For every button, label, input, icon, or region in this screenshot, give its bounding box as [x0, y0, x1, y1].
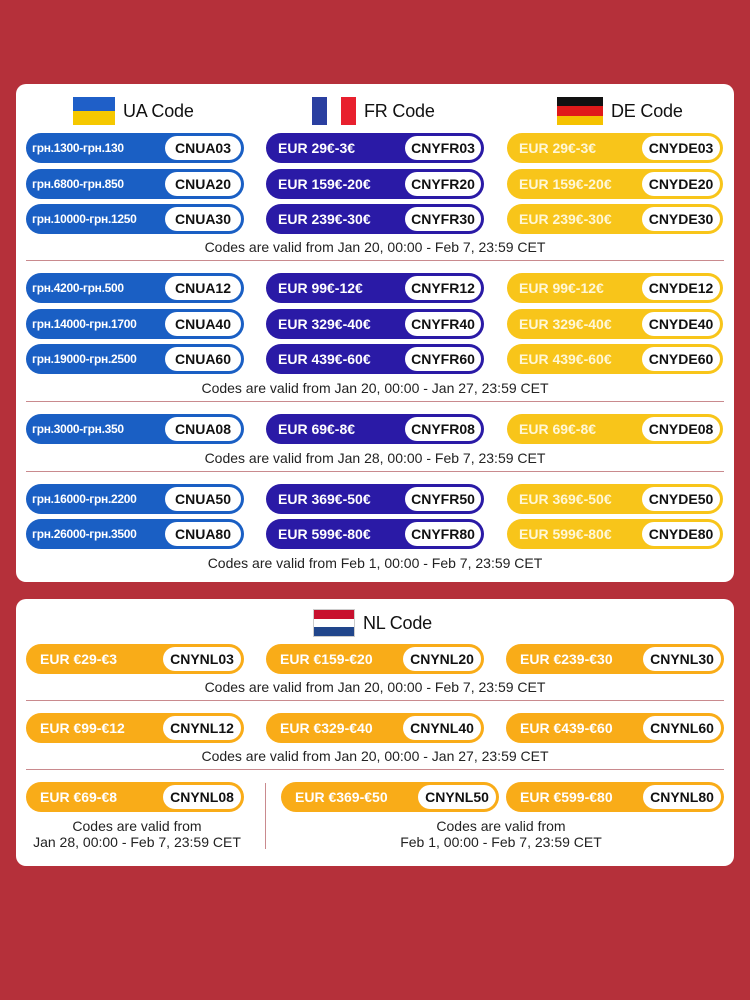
coupon-amount: грн.14000-грн.1700: [32, 317, 137, 331]
validity-note: Codes are valid from Jan 28, 00:00 - Feb 7, 23:59 CET: [204, 450, 546, 466]
nl-header: [313, 606, 432, 640]
coupon-amount: EUR 99€-12€: [519, 280, 604, 296]
coupon-pill-de[interactable]: [507, 414, 723, 444]
section-divider: [26, 401, 724, 402]
coupon-pill-fr[interactable]: [266, 169, 484, 199]
validity-note: Codes are valid from Jan 20, 00:00 - Jan 27, 23:59 CET: [201, 380, 549, 396]
coupon-pill-ua[interactable]: [26, 273, 244, 303]
coupon-pill-de[interactable]: [507, 519, 723, 549]
coupon-pill-nl[interactable]: [26, 782, 244, 812]
coupon-amount: EUR 69€-8€: [519, 421, 597, 437]
section-divider: [26, 769, 724, 770]
netherlands-flag-icon: [313, 609, 355, 637]
fr-header-label: FR Code: [364, 100, 435, 121]
germany-flag-icon: [557, 97, 603, 125]
coupon-pill-de[interactable]: [507, 484, 723, 514]
coupon-pill-ua[interactable]: [26, 204, 244, 234]
country-headers: [16, 94, 734, 128]
coupon-amount: грн.19000-грн.2500: [32, 352, 137, 366]
coupon-pill-fr[interactable]: [266, 484, 484, 514]
coupon-pill-de[interactable]: [507, 273, 723, 303]
coupon-amount: EUR 239€-30€: [278, 211, 371, 227]
coupon-amount: EUR 599€-80€: [278, 526, 371, 542]
coupon-amount: EUR €369-€50: [295, 789, 388, 805]
coupon-pill-fr[interactable]: [266, 344, 484, 374]
nl-header-label: NL Code: [363, 612, 432, 633]
validity-note-line: Feb 1, 00:00 - Feb 7, 23:59 CET: [400, 834, 602, 850]
vertical-divider: [265, 783, 266, 849]
coupon-code[interactable]: CNYNL80: [643, 785, 721, 809]
coupon-code[interactable]: CNYDE50: [642, 487, 720, 511]
coupon-code[interactable]: CNYFR08: [405, 417, 481, 441]
coupon-pill-fr[interactable]: [266, 309, 484, 339]
coupon-pill-fr[interactable]: [266, 204, 484, 234]
coupon-pill-de[interactable]: [507, 169, 723, 199]
coupon-code[interactable]: CNYDE80: [642, 522, 720, 546]
ua-header: [73, 94, 194, 128]
coupon-code[interactable]: CNYNL60: [643, 716, 721, 740]
coupon-pill-nl[interactable]: [506, 782, 724, 812]
coupon-pill-de[interactable]: [507, 344, 723, 374]
coupon-pill-nl[interactable]: [506, 644, 724, 674]
validity-note: Codes are valid from Jan 20, 00:00 - Jan 27, 23:59 CET: [201, 748, 549, 764]
coupon-amount: грн.1300-грн.130: [32, 141, 124, 155]
coupon-pill-ua[interactable]: [26, 309, 244, 339]
coupon-code[interactable]: CNYFR50: [405, 487, 481, 511]
coupon-code[interactable]: CNUA30: [165, 207, 241, 231]
validity-note-line: Jan 28, 00:00 - Feb 7, 23:59 CET: [33, 834, 241, 850]
section-divider: [26, 260, 724, 261]
coupon-amount: грн.6800-грн.850: [32, 177, 124, 191]
coupon-code[interactable]: CNYDE03: [642, 136, 720, 160]
coupon-amount: EUR 599€-80€: [519, 526, 612, 542]
coupon-code[interactable]: CNYFR12: [405, 276, 481, 300]
coupon-pill-fr[interactable]: [266, 414, 484, 444]
coupon-amount: EUR 69€-8€: [278, 421, 356, 437]
coupon-amount: EUR 329€-40€: [278, 316, 371, 332]
coupon-amount: EUR €69-€8: [40, 789, 118, 805]
coupon-code[interactable]: CNYNL12: [163, 716, 241, 740]
coupon-amount: грн.16000-грн.2200: [32, 492, 137, 506]
coupon-pill-fr[interactable]: [266, 273, 484, 303]
coupon-amount: EUR 439€-60€: [519, 351, 612, 367]
validity-note-line: Codes are valid from: [72, 818, 202, 834]
coupon-code[interactable]: CNYDE08: [642, 417, 720, 441]
coupon-code[interactable]: CNYNL20: [403, 647, 481, 671]
coupon-code[interactable]: CNYDE60: [642, 347, 720, 371]
coupon-code[interactable]: CNYFR20: [405, 172, 481, 196]
section-divider: [26, 700, 724, 701]
coupon-amount: EUR €599-€80: [520, 789, 613, 805]
coupon-amount: грн.26000-грн.3500: [32, 527, 137, 541]
coupon-amount: EUR €159-€20: [280, 651, 373, 667]
coupon-code[interactable]: CNYDE20: [642, 172, 720, 196]
coupon-code[interactable]: CNYNL30: [643, 647, 721, 671]
coupon-amount: EUR €439-€60: [520, 720, 613, 736]
coupon-code[interactable]: CNYFR80: [405, 522, 481, 546]
coupon-pill-nl[interactable]: [26, 713, 244, 743]
coupon-code[interactable]: CNYFR60: [405, 347, 481, 371]
validity-note-line: Codes are valid from: [436, 818, 566, 834]
ua-fr-de-codes-card: [16, 84, 734, 582]
de-header: [557, 94, 683, 128]
nl-codes-card: [16, 599, 734, 866]
coupon-code[interactable]: CNYNL50: [418, 785, 496, 809]
coupon-amount: EUR 369€-50€: [519, 491, 612, 507]
france-flag-icon: [312, 97, 356, 125]
coupon-code[interactable]: CNYFR03: [405, 136, 481, 160]
coupon-amount: EUR 29€-3€: [519, 140, 597, 156]
coupon-pill-ua[interactable]: [26, 414, 244, 444]
fr-header: [312, 94, 435, 128]
coupon-code[interactable]: CNYDE30: [642, 207, 720, 231]
coupon-pill-de[interactable]: [507, 309, 723, 339]
coupon-pill-ua[interactable]: [26, 484, 244, 514]
coupon-pill-de[interactable]: [507, 133, 723, 163]
coupon-code[interactable]: CNYFR40: [405, 312, 481, 336]
coupon-amount: EUR 159€-20€: [519, 176, 612, 192]
coupon-pill-nl[interactable]: [26, 644, 244, 674]
coupon-amount: EUR 439€-60€: [278, 351, 371, 367]
coupon-pill-nl[interactable]: [506, 713, 724, 743]
coupon-code[interactable]: CNYDE40: [642, 312, 720, 336]
section-divider: [26, 471, 724, 472]
validity-note: Codes are valid from Jan 20, 00:00 - Feb 7, 23:59 CET: [204, 239, 546, 255]
coupon-amount: EUR €329-€40: [280, 720, 373, 736]
coupon-amount: EUR €29-€3: [40, 651, 118, 667]
coupon-pill-nl[interactable]: [266, 713, 484, 743]
coupon-code[interactable]: CNUA08: [165, 417, 241, 441]
coupon-amount: EUR 29€-3€: [278, 140, 356, 156]
coupon-amount: EUR 239€-30€: [519, 211, 612, 227]
coupon-code[interactable]: CNUA20: [165, 172, 241, 196]
coupon-amount: EUR €239-€30: [520, 651, 613, 667]
coupon-pill-nl[interactable]: [266, 644, 484, 674]
coupon-pill-ua[interactable]: [26, 344, 244, 374]
coupon-code[interactable]: CNUA80: [165, 522, 241, 546]
coupon-code[interactable]: CNYNL40: [403, 716, 481, 740]
coupon-amount: EUR 159€-20€: [278, 176, 371, 192]
validity-note-left: [20, 818, 254, 850]
coupon-pill-fr[interactable]: [266, 519, 484, 549]
coupon-code[interactable]: CNYNL08: [163, 785, 241, 809]
coupon-code[interactable]: CNUA60: [165, 347, 241, 371]
coupon-code[interactable]: CNYNL03: [163, 647, 241, 671]
coupon-code[interactable]: CNYDE12: [642, 276, 720, 300]
validity-note-right: [271, 818, 731, 850]
coupon-code[interactable]: CNUA12: [165, 276, 241, 300]
coupon-code[interactable]: CNUA03: [165, 136, 241, 160]
coupon-pill-nl[interactable]: [281, 782, 499, 812]
coupon-code[interactable]: CNUA50: [165, 487, 241, 511]
coupon-code[interactable]: CNYFR30: [405, 207, 481, 231]
coupon-amount: грн.4200-грн.500: [32, 281, 124, 295]
coupon-amount: EUR 99€-12€: [278, 280, 363, 296]
coupon-pill-de[interactable]: [507, 204, 723, 234]
de-header-label: DE Code: [611, 100, 683, 121]
coupon-amount: грн.3000-грн.350: [32, 422, 124, 436]
coupon-amount: EUR 329€-40€: [519, 316, 612, 332]
coupon-pill-ua[interactable]: [26, 169, 244, 199]
coupon-pill-ua[interactable]: [26, 133, 244, 163]
validity-note: Codes are valid from Feb 1, 00:00 - Feb 7, 23:59 CET: [207, 555, 543, 571]
coupon-amount: грн.10000-грн.1250: [32, 212, 137, 226]
coupon-pill-ua[interactable]: [26, 519, 244, 549]
ukraine-flag-icon: [73, 97, 115, 125]
coupon-code[interactable]: CNUA40: [165, 312, 241, 336]
coupon-amount: EUR 369€-50€: [278, 491, 371, 507]
coupon-pill-fr[interactable]: [266, 133, 484, 163]
validity-note: Codes are valid from Jan 20, 00:00 - Feb 7, 23:59 CET: [204, 679, 546, 695]
coupon-amount: EUR €99-€12: [40, 720, 125, 736]
ua-header-label: UA Code: [123, 100, 194, 121]
